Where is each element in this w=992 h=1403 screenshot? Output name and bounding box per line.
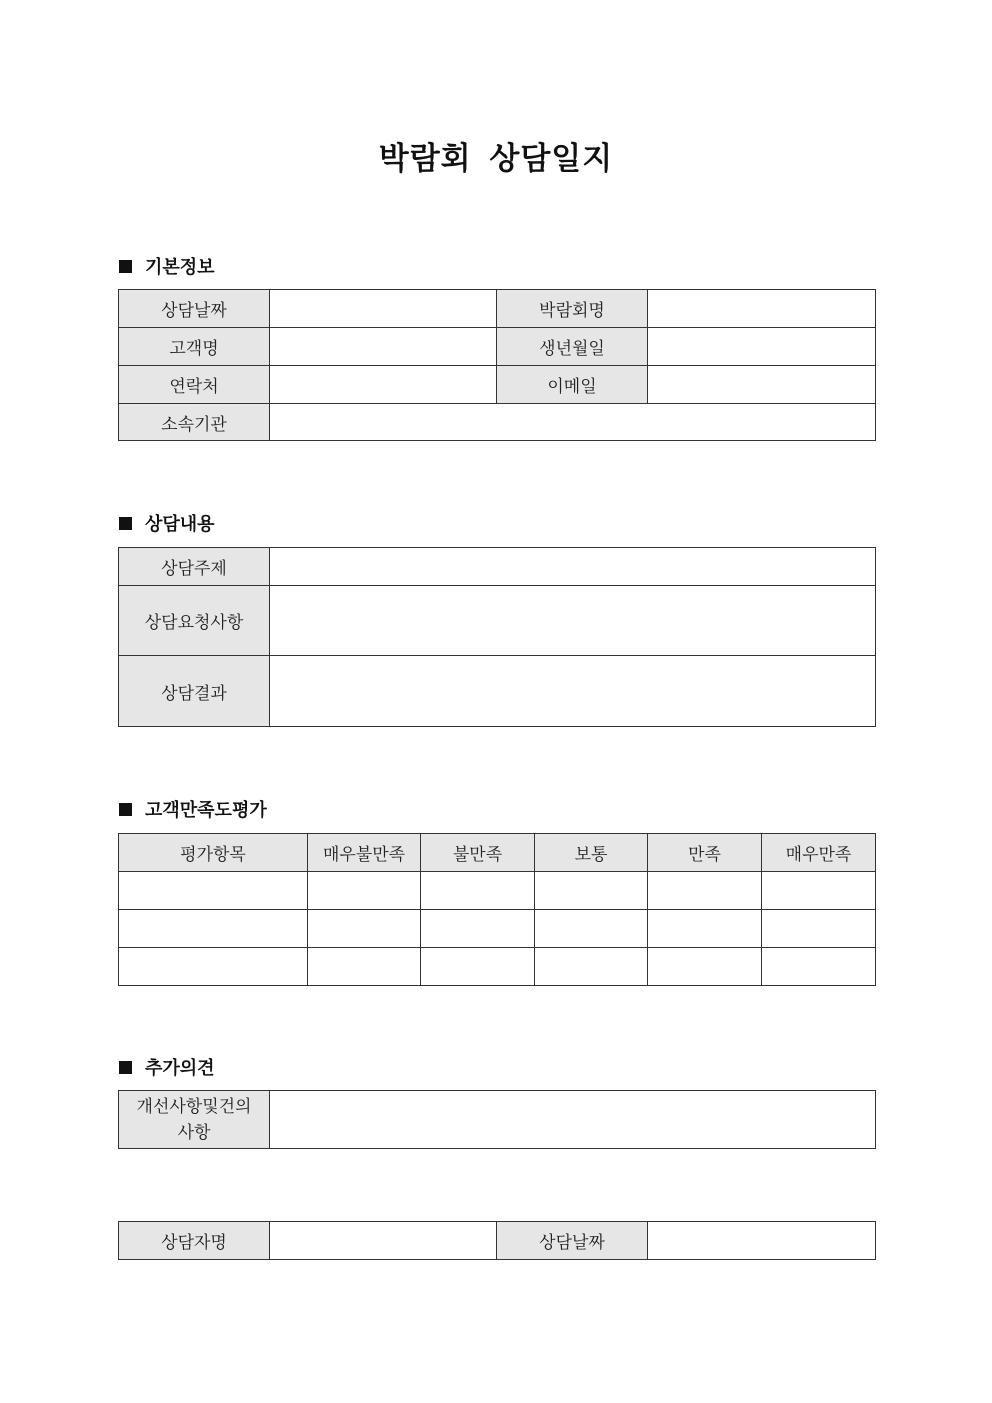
result-field[interactable] (270, 656, 876, 727)
suggestions-label (119, 1091, 270, 1149)
section-content-heading (119, 510, 215, 536)
requests-field[interactable] (270, 586, 876, 656)
section-content-label: 상담내용 (145, 514, 215, 535)
consult-date-label: 상담날짜 (119, 290, 270, 328)
email-field[interactable] (648, 366, 876, 404)
rating-cell[interactable] (762, 872, 876, 910)
footer-table (118, 1221, 876, 1260)
satisfaction-header-satisfied: 만족 (648, 834, 762, 872)
contact-field[interactable] (270, 366, 497, 404)
rating-cell[interactable] (762, 948, 876, 986)
topic-field[interactable] (270, 548, 876, 586)
fair-name-field[interactable] (648, 290, 876, 328)
eval-item-cell[interactable] (119, 872, 308, 910)
suggestions-field[interactable] (270, 1091, 876, 1149)
email-label: 이메일 (497, 366, 648, 404)
square-bullet-icon (119, 260, 132, 273)
page-title: 박람회 상담일지 (378, 141, 614, 177)
organization-field[interactable] (270, 404, 876, 441)
footer-consult-date-field[interactable] (648, 1222, 876, 1260)
rating-cell[interactable] (421, 872, 535, 910)
rating-cell[interactable] (308, 948, 421, 986)
rating-cell[interactable] (421, 948, 535, 986)
satisfaction-header-very-dissatisfied: 매우불만족 (308, 834, 421, 872)
section-extra-heading (119, 1054, 215, 1080)
customer-name-label: 고객명 (119, 328, 270, 366)
topic-label: 상담주제 (119, 548, 270, 586)
table-row (119, 910, 876, 948)
consultant-name-field[interactable] (270, 1222, 497, 1260)
rating-cell[interactable] (535, 872, 648, 910)
basic-info-table (118, 289, 876, 441)
eval-item-cell[interactable] (119, 910, 308, 948)
footer-consult-date-label: 상담날짜 (497, 1222, 648, 1260)
fair-name-label: 박람회명 (497, 290, 648, 328)
customer-name-field[interactable] (270, 328, 497, 366)
eval-item-cell[interactable] (119, 948, 308, 986)
square-bullet-icon (119, 803, 132, 816)
result-label: 상담결과 (119, 656, 270, 727)
rating-cell[interactable] (308, 872, 421, 910)
table-row (119, 872, 876, 910)
satisfaction-table (118, 833, 876, 986)
satisfaction-header-very-satisfied: 매우만족 (762, 834, 876, 872)
consult-date-field[interactable] (270, 290, 497, 328)
section-extra-label: 추가의견 (145, 1058, 215, 1079)
rating-cell[interactable] (535, 910, 648, 948)
rating-cell[interactable] (648, 872, 762, 910)
satisfaction-header-neutral: 보통 (535, 834, 648, 872)
rating-cell[interactable] (648, 910, 762, 948)
section-basic-label: 기본정보 (145, 257, 215, 278)
suggestions-label-line1: 개선사항및건의 (136, 1096, 252, 1117)
square-bullet-icon (119, 517, 132, 530)
suggestions-label-line2: 사항 (177, 1122, 211, 1143)
organization-label: 소속기관 (119, 404, 270, 441)
square-bullet-icon (119, 1061, 132, 1074)
contact-label: 연락처 (119, 366, 270, 404)
satisfaction-header-dissatisfied: 불만족 (421, 834, 535, 872)
requests-label: 상담요청사항 (119, 586, 270, 656)
extra-opinion-table (118, 1090, 876, 1149)
rating-cell[interactable] (308, 910, 421, 948)
rating-cell[interactable] (762, 910, 876, 948)
rating-cell[interactable] (421, 910, 535, 948)
rating-cell[interactable] (535, 948, 648, 986)
table-row (119, 948, 876, 986)
satisfaction-header-item: 평가항목 (119, 834, 308, 872)
consult-content-table (118, 547, 876, 727)
birth-date-field[interactable] (648, 328, 876, 366)
rating-cell[interactable] (648, 948, 762, 986)
section-satisfaction-heading (119, 796, 267, 822)
section-basic-heading (119, 253, 215, 279)
birth-date-label: 생년월일 (497, 328, 648, 366)
consultant-name-label: 상담자명 (119, 1222, 270, 1260)
section-satisfaction-label: 고객만족도평가 (145, 800, 267, 821)
